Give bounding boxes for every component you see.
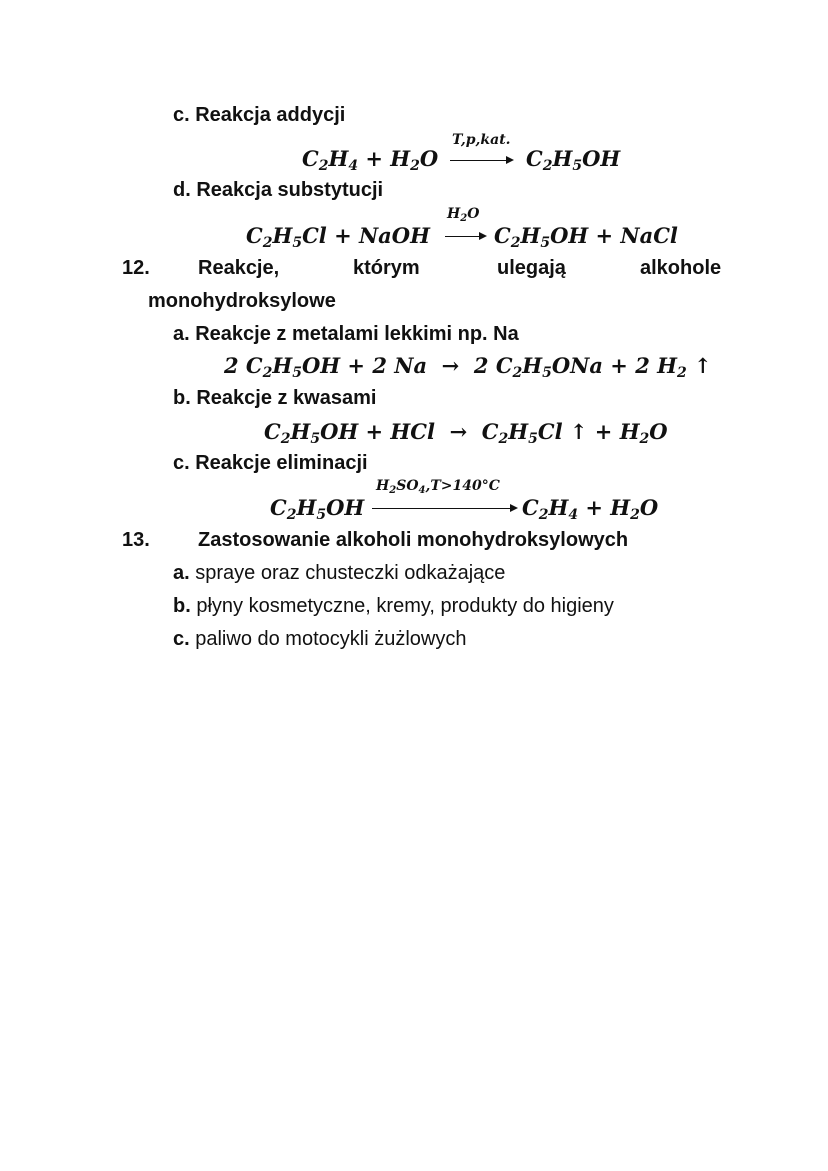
heading-metals: a. Reakcje z metalami lekkimi np. Na: [173, 323, 519, 345]
equation-acids: $C_2H_5OH$ + HCl → $C_2H_5Cl$ ↑ + $H_2O$: [264, 419, 668, 447]
heading-elimination: c. Reakcje eliminacji: [173, 452, 368, 474]
arrow-label-addition: T,p,kat.: [452, 132, 511, 148]
equation-substitution-left: $C_2H_5Cl$ + NaOH: [246, 223, 430, 251]
heading-acids: b. Reakcje z kwasami: [173, 387, 377, 409]
list-item-b: b. płyny kosmetyczne, kremy, produkty do higieny: [173, 595, 614, 617]
section-13-heading: Zastosowanie alkoholi monohydroksylowych: [198, 529, 629, 551]
arrow-elimination: [370, 478, 520, 518]
arrow-addition: [446, 132, 516, 172]
equation-addition-left: $C_2H_4 + H_2O$: [302, 146, 439, 174]
equation-metals: 2 $C_2H_5OH + 2$ Na → 2 $C_2H_5ONa + 2$ $H_2$ ↑: [224, 353, 712, 381]
section-12-word-4: alkohole: [640, 257, 722, 279]
section-13-number: 13.: [122, 529, 150, 551]
equation-addition-right: $C_2H_5OH$: [526, 146, 621, 174]
equation-elimination-left: $C_2H_5OH$: [270, 495, 365, 523]
section-12-number: 12.: [122, 257, 150, 279]
arrow-label-elimination: $H_2SO_4,T>140^\circ C$: [376, 478, 500, 496]
list-item-a: a. spraye oraz chusteczki odkażające: [173, 562, 506, 584]
heading-addition: c. Reakcja addycji: [173, 104, 346, 126]
list-item-c: c. paliwo do motocykli żużlowych: [173, 628, 467, 650]
arrow-label-substitution: $H_2O$: [447, 206, 480, 224]
section-12-word-3: ulegają: [497, 257, 566, 279]
section-12-line-2: monohydroksylowe: [148, 290, 336, 312]
heading-substitution: d. Reakcja substytucji: [173, 179, 384, 201]
section-12-word-1: Reakcje,: [198, 257, 280, 279]
section-12-word-2: którym: [353, 257, 420, 279]
arrow-substitution: [443, 206, 489, 246]
equation-elimination-right: $C_2H_4 + H_2O$: [522, 495, 659, 523]
equation-substitution-right: $C_2H_5OH$ + NaCl: [494, 223, 678, 251]
